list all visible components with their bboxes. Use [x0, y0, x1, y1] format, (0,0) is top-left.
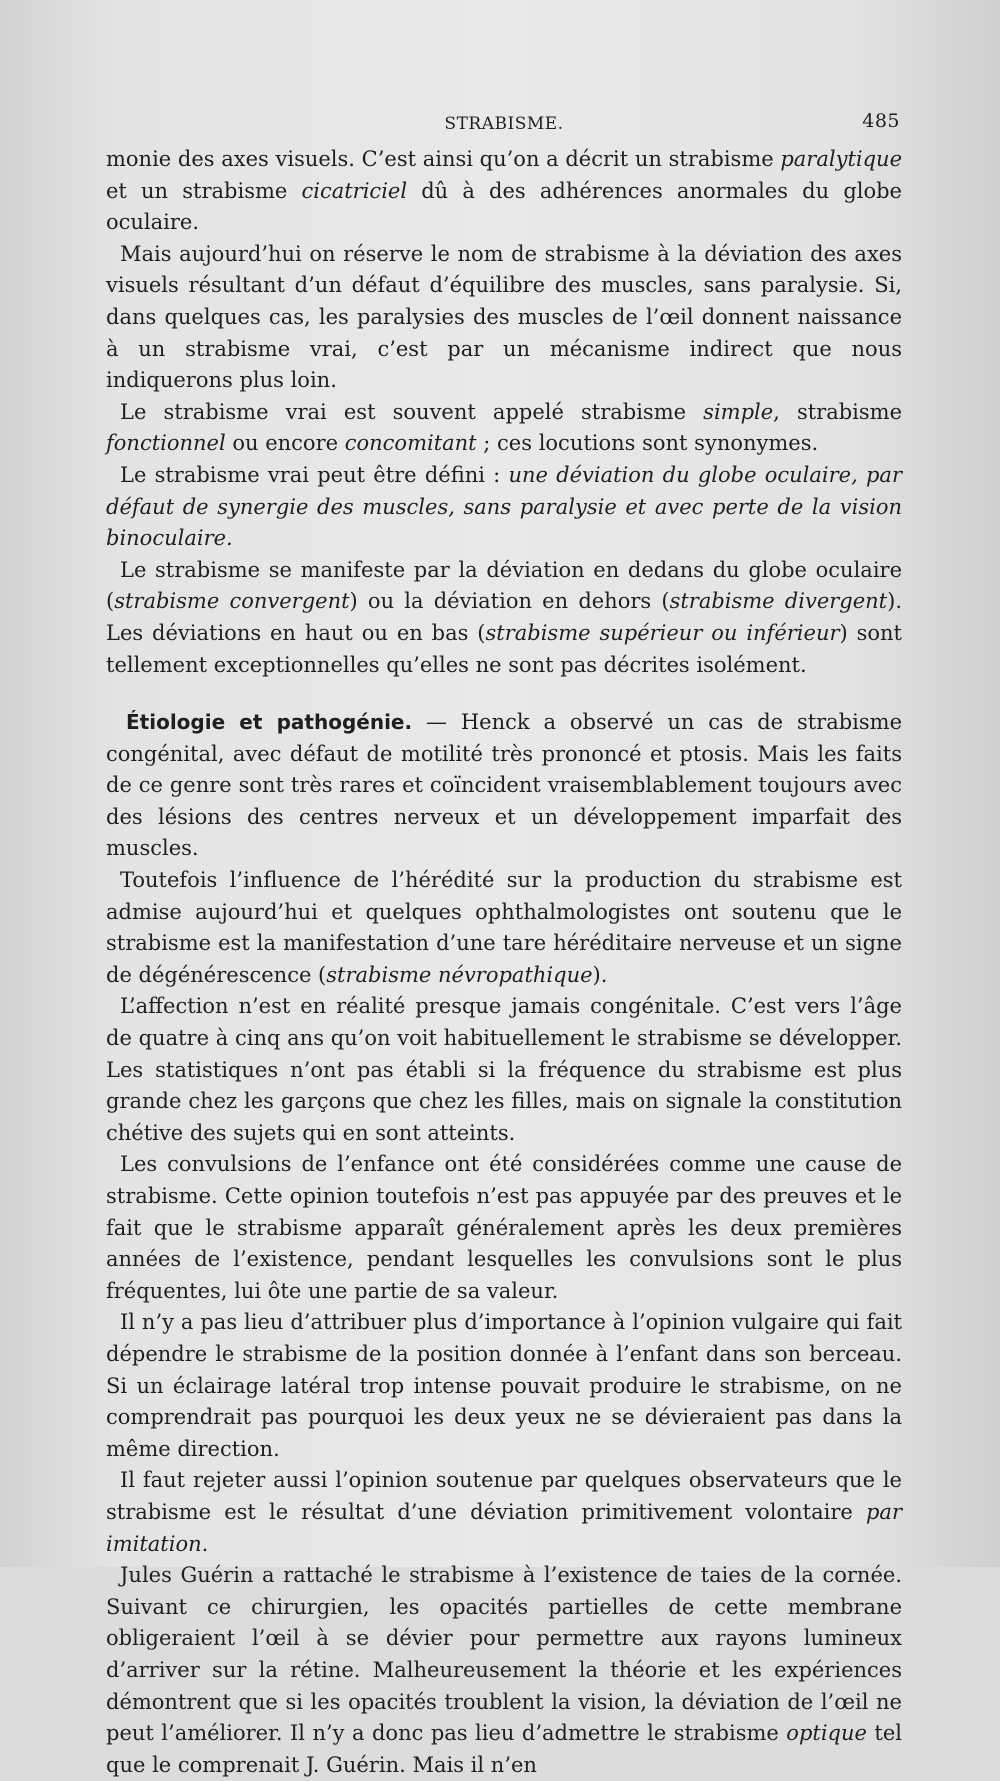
- italic-text: par imitation: [106, 1499, 902, 1556]
- paragraph: [106, 397, 902, 460]
- paragraph: [106, 460, 902, 555]
- page-text: [106, 110, 902, 1781]
- text-run: Le strabisme vrai est souvent appelé strabisme: [120, 399, 704, 424]
- italic-text: cicatriciel: [301, 178, 408, 203]
- italic-text: concomitant: [344, 431, 477, 456]
- text-run: Mais aujourd’hui on réserve le nom de strabisme à la déviation des axes visuels résultant d’un défaut d’équilibre des muscles, sans paralysie. Si, dans quelques cas, les paralysies des muscles de l’œil donnent naissance à un strabisme vrai, c’est par un mécanisme indirect que nous indiquerons plus loin.: [106, 241, 902, 393]
- italic-text: strabisme supérieur ou inférieur: [485, 620, 840, 645]
- text-run: Les convulsions de l’enfance ont été considérées comme une cause de strabisme. Cette opinion toutefois n’est pas appuyée par des preuves et le fait que le strabisme apparaît généralement après les deux premières années de l’existence, pendant lesquelles les convulsions sont le plus fréquentes, lui ôte une partie de sa valeur.: [106, 1152, 902, 1303]
- text-run: dû à des adhérences anormales du globe oculaire.: [106, 178, 902, 235]
- text-run: .: [201, 1531, 209, 1556]
- text-run: ou encore: [225, 431, 345, 456]
- text-run: L’affection n’est en réalité presque jamais congénitale. C’est vers l’âge de quatre à cinq ans qu’on voit habituellement le strabisme se développer. Les statistiques n’ont pas établi si la fréquence du strabisme est plus grande chez les garçons que chez les filles, mais on signale la constitution chétive des sujets qui en sont atteints.: [106, 994, 902, 1145]
- text-run: et un strabisme: [106, 178, 302, 203]
- text-run: ) ou la déviation en dehors (: [349, 589, 670, 614]
- text-run: — Henck a observé un cas de strabisme congénital, avec défaut de motilité très prononcé et ptosis. Mais les faits de ce genre sont très rares et coïncident vraisemblablement toujours avec des lésions des centres nerveux et un développement imparfait des muscles.: [106, 710, 902, 861]
- text-run: Il n’y a pas lieu d’attribuer plus d’importance à l’opinion vulgaire qui fait dépendre le strabisme de la position donnée à l’enfant dans son berceau. Si un éclairage latéral trop intense pouvait produire le strabisme, on ne comprendrait pas pourquoi les deux yeux ne se dévieraient pas dans la même direction.: [106, 1310, 902, 1461]
- italic-text: une déviation du globe oculaire, par défaut de synergie des muscles, sans paralysie et avec perte de la vision binoculaire.: [106, 462, 902, 551]
- paragraph: [106, 1307, 902, 1465]
- paragraph: [106, 865, 902, 991]
- text-run: tel que le comprenait J. Guérin. Mais il n’en: [106, 1721, 902, 1777]
- text-run: monie des axes visuels. C’est ainsi qu’on a décrit un strabisme: [106, 147, 781, 171]
- text-run: Le strabisme se manifeste par la déviation en dedans du globe oculaire (: [106, 557, 902, 614]
- italic-text: fonctionnel: [106, 431, 226, 456]
- body-text: [106, 144, 902, 1781]
- text-run: Le strabisme vrai peut être défini :: [120, 462, 509, 487]
- text-run: ).: [592, 962, 608, 987]
- text-run: , strabisme: [773, 399, 903, 424]
- paragraph: [106, 1560, 902, 1781]
- italic-text: strabisme névropathique: [326, 962, 593, 987]
- text-run: Il faut rejeter aussi l’opinion soutenue par quelques observateurs que le strabisme est le résultat d’une déviation primitivement volontaire: [106, 1468, 902, 1524]
- text-run: ) sont tellement exceptionnelles qu’elles ne sont pas décrites isolément.: [106, 620, 902, 677]
- text-run: ; ces locutions sont synonymes.: [476, 431, 819, 456]
- italic-text: paralytique: [780, 147, 902, 171]
- paragraph: [106, 1465, 902, 1560]
- running-title: STRABISME.: [444, 114, 564, 134]
- paragraph: [106, 1149, 902, 1307]
- text-run: Jules Guérin a rattaché le strabisme à l’existence de taies de la cornée. Suivant ce chirurgien, les opacités partielles de cette membrane obligeraient l’œil à se dévier pour permettre aux rayons lumineux d’arriver sur la rétine. Malheureusement la théorie et les expériences démontrent que si les opacités troublent la vision, la déviation de l’œil ne peut l’améliorer. Il n’y a donc pas lieu d’admettre le strabisme: [106, 1563, 902, 1746]
- paragraph: [106, 555, 902, 681]
- text-run: ). Les déviations en haut ou en bas (: [106, 589, 902, 645]
- paragraph: [106, 239, 902, 397]
- italic-text: strabisme divergent: [669, 589, 888, 614]
- page-number: 485: [862, 110, 900, 132]
- paragraph: [106, 144, 902, 239]
- paragraph: [106, 991, 902, 1149]
- italic-text: simple: [703, 399, 774, 424]
- section-paragraph: [106, 707, 902, 865]
- running-head: [106, 110, 902, 144]
- italic-text: optique: [786, 1721, 867, 1746]
- section-heading: Étiologie et pathogénie.: [126, 710, 413, 735]
- italic-text: strabisme convergent: [114, 589, 350, 614]
- text-run: Toutefois l’influence de l’hérédité sur la production du strabisme est admise aujourd’hui et quelques ophthalmologistes ont soutenu que le strabisme est la manifestation d’une tare héréditaire nerveuse et un signe de dégénérescence (: [106, 868, 902, 987]
